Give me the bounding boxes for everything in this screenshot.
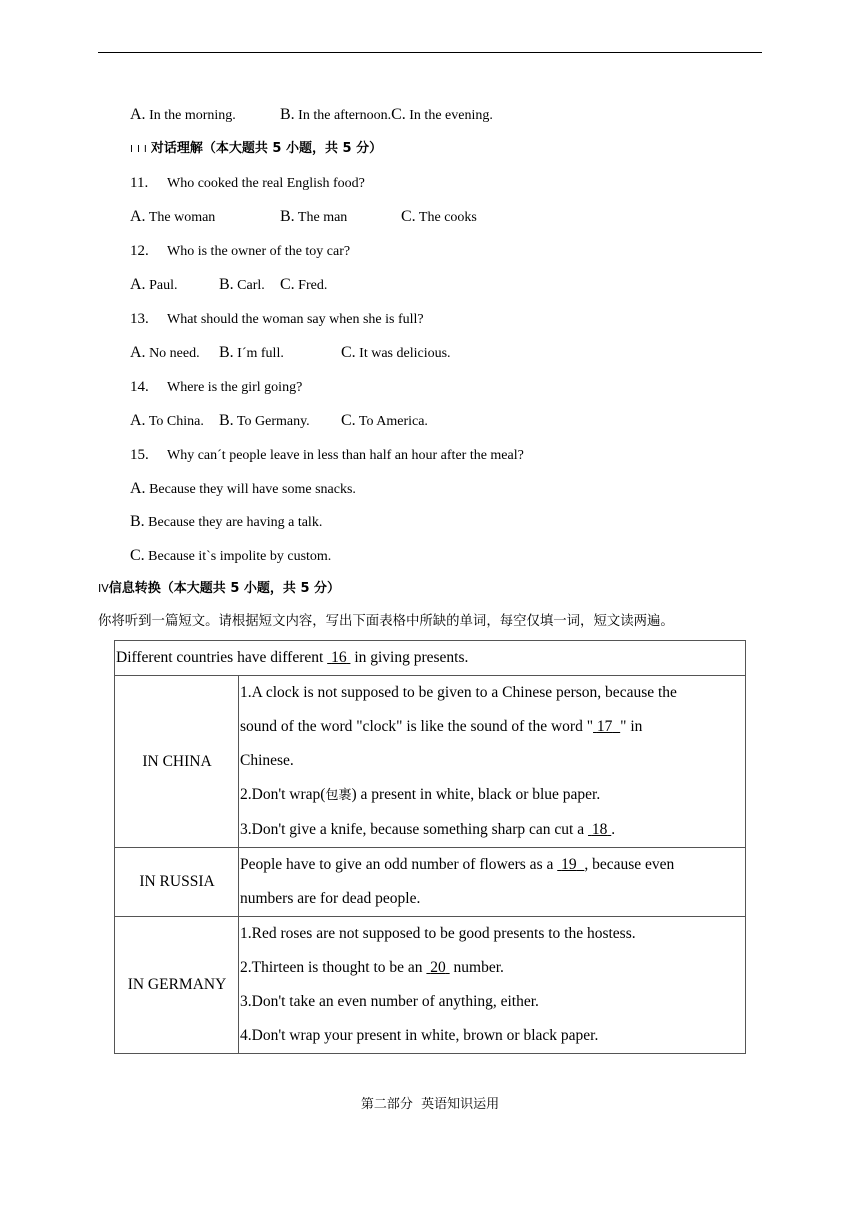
q11-option-c: C. The cooks	[401, 208, 477, 225]
content-china	[239, 676, 746, 848]
table-row-germany	[115, 917, 746, 1054]
q13-option-b: B. I´m full.	[219, 344, 284, 361]
table-row-china	[115, 676, 746, 848]
country-china: IN CHINA	[115, 676, 239, 848]
germany-line-2: 2.Thirteen is thought to be an 20 number.	[240, 959, 504, 976]
china-line-4: 2.Don't wrap(包裹) a present in white, black or blue paper.	[240, 786, 601, 803]
china-line-3: Chinese.	[240, 752, 294, 769]
content-germany	[239, 917, 746, 1054]
q15-option-b: B. Because they are having a talk.	[130, 513, 323, 530]
q13-option-c: C. It was delicious.	[341, 344, 451, 361]
section-4-heading: IV信息转换（本大题共 5 小题，共 5 分）	[98, 581, 341, 596]
germany-line-1: 1.Red roses are not supposed to be good presents to the hostess.	[240, 925, 636, 942]
question-11: 11. Who cooked the real English food?	[130, 175, 365, 191]
q14-option-a: A. To China.	[130, 412, 204, 429]
blank-18: 18	[591, 821, 608, 838]
q12-option-b: B. Carl.	[219, 276, 265, 293]
section-3-heading: III对话理解（本大题共 5 小题，共 5 分）	[130, 141, 383, 156]
china-line-2: sound of the word "clock" is like the sound of the word " 17 " in	[240, 718, 643, 735]
question-14: 14. Where is the girl going?	[130, 379, 303, 395]
germany-line-3: 3.Don't take an even number of anything, either.	[240, 993, 539, 1010]
q10-option-b-c: B. In the afternoon.C. In the evening.	[280, 106, 493, 123]
content-russia	[239, 848, 746, 917]
q12-option-c: C. Fred.	[280, 276, 328, 293]
china-line-1: 1.A clock is not supposed to be given to a Chinese person, because the	[240, 684, 677, 701]
header-rule	[98, 52, 762, 53]
q14-option-b: B. To Germany.	[219, 412, 310, 429]
q13-option-a: A. No need.	[130, 344, 200, 361]
table-row-russia	[115, 848, 746, 917]
q10-option-a: A. In the morning.	[130, 106, 236, 123]
question-12: 12. Who is the owner of the toy car?	[130, 243, 351, 259]
q14-option-c: C. To America.	[341, 412, 428, 429]
q15-option-a: A. Because they will have some snacks.	[130, 480, 356, 497]
country-germany: IN GERMANY	[115, 917, 239, 1054]
blank-20: 20	[430, 959, 446, 976]
q12-option-a: A. Paul.	[130, 276, 178, 293]
russia-line-1: People have to give an odd number of flowers as a 19 , because even	[240, 856, 675, 873]
blank-16: 16	[331, 649, 347, 666]
germany-line-4: 4.Don't wrap your present in white, brown or black paper.	[240, 1027, 599, 1044]
q15-option-c: C. Because it`s impolite by custom.	[130, 547, 332, 564]
china-line-5: 3.Don't give a knife, because something sharp can cut a 18 .	[240, 821, 616, 838]
russia-line-2: numbers are for dead people.	[240, 890, 421, 907]
section-4-instruction: 你将听到一篇短文。请根据短文内容，写出下面表格中所缺的单词，每空仅填一词，短文读两遍。	[98, 614, 674, 629]
table-header-cell	[115, 641, 746, 676]
question-13: 13. What should the woman say when she is full?	[130, 311, 424, 327]
info-table	[114, 640, 746, 1054]
blank-19: 19	[561, 856, 577, 873]
table-header-row	[115, 641, 746, 676]
blank-17: 17	[596, 718, 613, 735]
country-russia: IN RUSSIA	[115, 848, 239, 917]
part-two-heading: 第二部分 英语知识运用	[360, 1097, 500, 1112]
header-line: Different countries have different 16 in giving presents.	[116, 649, 469, 666]
q11-option-b: B. The man	[280, 208, 348, 225]
q11-option-a: A. The woman	[130, 208, 216, 225]
question-15: 15. Why can´t people leave in less than half an hour after the meal?	[130, 447, 524, 463]
